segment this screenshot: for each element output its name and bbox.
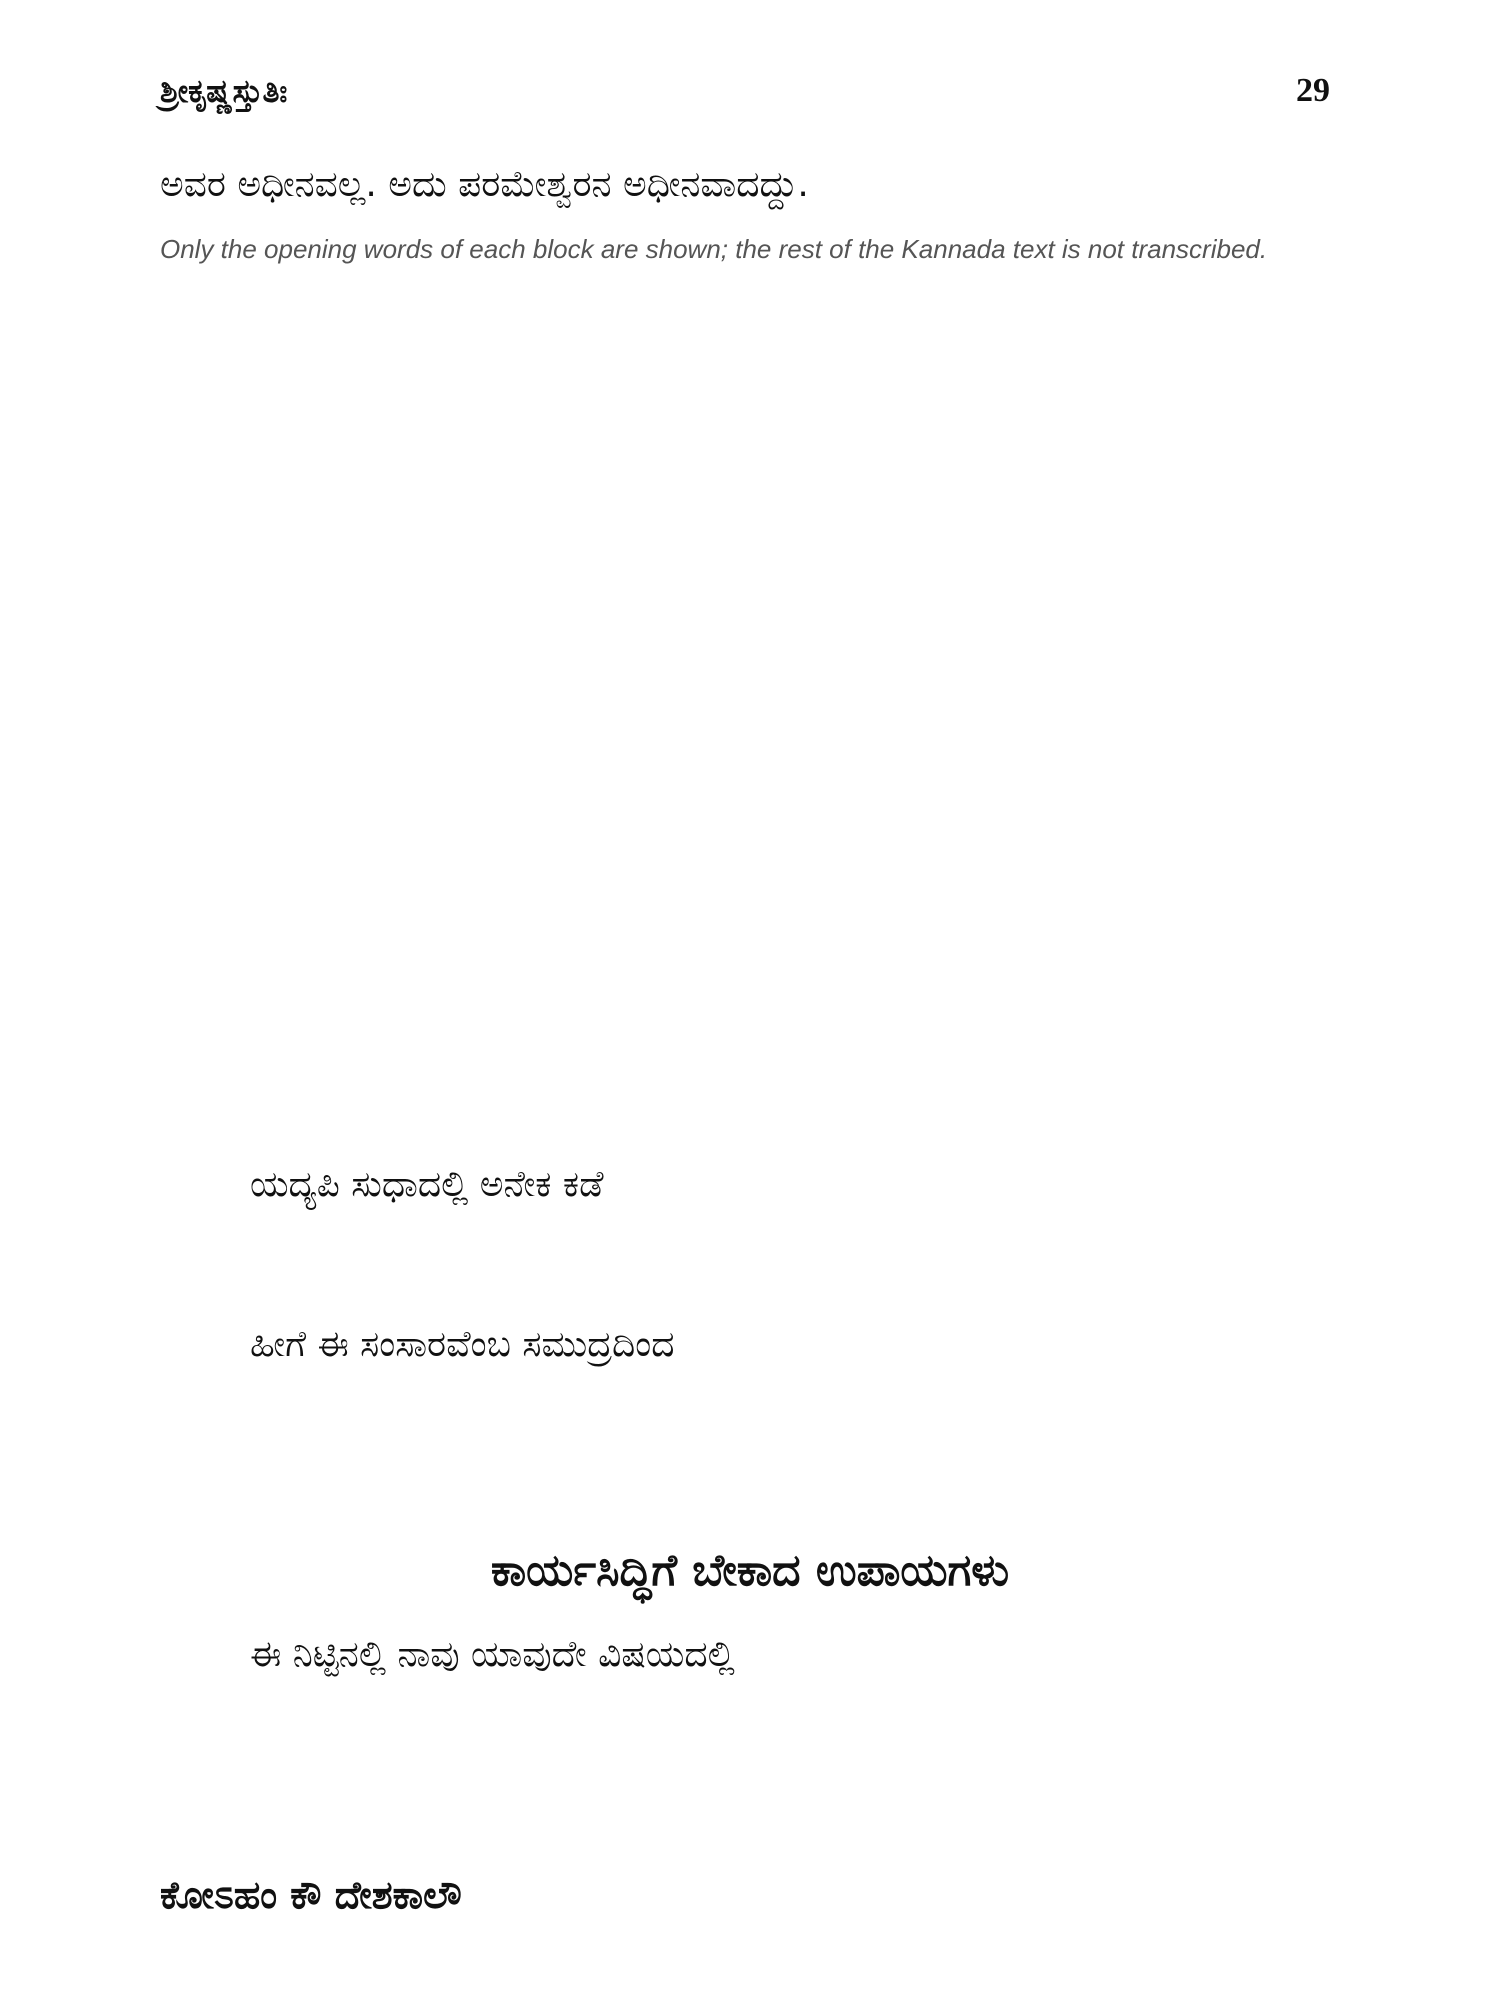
page-number: 29 (1296, 72, 1330, 109)
section-paragraph: ಈ ನಿಟ್ಟಿನಲ್ಲಿ ನಾವು ಯಾವುದೇ ವಿಷಯದಲ್ಲಿ (250, 1634, 735, 1675)
paragraph-2: ಯದ್ಯಪಿ ಸುಧಾದಲ್ಲಿ ಅನೇಕ ಕಡೆ (250, 1164, 604, 1205)
running-title: ಶ್ರೀಕೃಷ್ಣಸ್ತುತಿಃ (160, 72, 288, 110)
paragraph-1: ಅವರ ಅಧೀನವಲ್ಲ. ಅದು ಪರಮೇಶ್ವರನ ಅಧೀನವಾದದ್ದು. (160, 164, 809, 205)
verse-line-1: ಕೋಽಹಂ ಕೌ ದೇಶಕಾಲೌ (160, 1873, 462, 1917)
section-heading: ಕಾರ್ಯಸಿದ್ಧಿಗೆ ಬೇಕಾದ ಉಪಾಯಗಳು (490, 1545, 1010, 1596)
omission-note: Only the opening words of each block are shown; the rest of the Kannada text is not transcribed. (160, 234, 1268, 264)
paragraph-3: ಹೀಗೆ ಈ ಸಂಸಾರವೆಂಬ ಸಮುದ್ರದಿಂದ (250, 1324, 675, 1365)
